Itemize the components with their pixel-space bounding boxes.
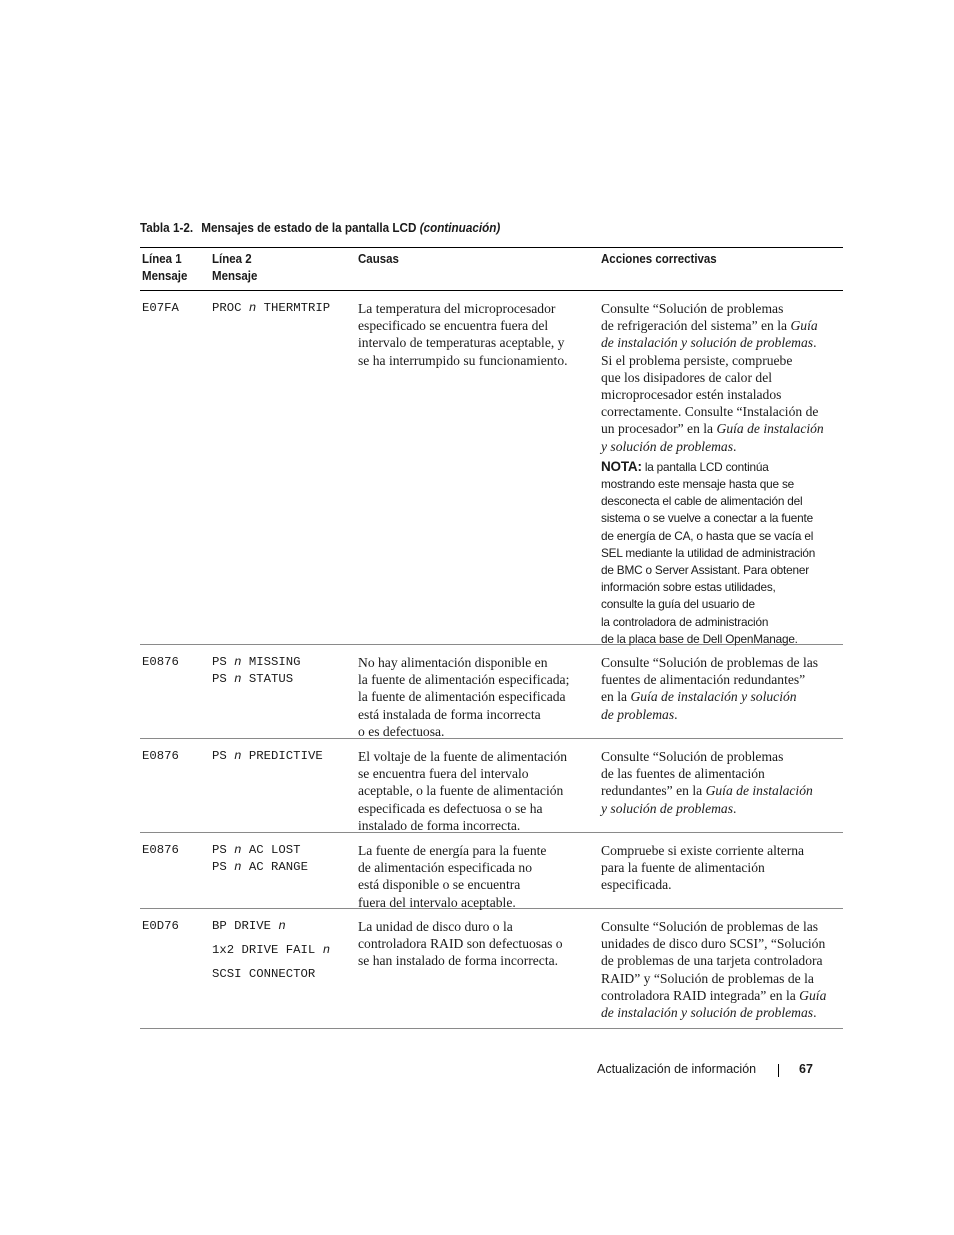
- note-line: de BMC o Server Assistant. Para obtener: [601, 563, 809, 578]
- actions-line: RAID” y “Solución de problemas de la: [601, 970, 814, 986]
- causes-line: se han instalado de forma incorrecta.: [358, 953, 559, 969]
- actions-line: de problemas de una tarjeta controladora: [601, 953, 823, 969]
- actions-line: en la Guía de instalación y solución: [601, 689, 797, 705]
- actions-line: de problemas.: [601, 706, 678, 722]
- line2-message-line: PS n AC LOST: [212, 843, 301, 857]
- table-continued: (continuación): [419, 220, 501, 235]
- note-block: [601, 458, 841, 648]
- line2-message-line: PS n PREDICTIVE: [212, 749, 323, 763]
- line1-code: E07FA: [142, 301, 179, 315]
- actions-text: [599, 291, 843, 644]
- actions-line: redundantes” en la Guía de instalación: [601, 783, 813, 799]
- actions-line: de instalación y solución de problemas.: [601, 335, 817, 351]
- line2-message-line: PS n STATUS: [212, 672, 294, 686]
- line1-code: E0D76: [142, 919, 179, 933]
- note-line: sistema o se vuelve a conectar a la fuente: [601, 511, 813, 526]
- table-number: Tabla 1-2.: [140, 220, 194, 235]
- note-line: NOTA: la pantalla LCD continúa: [601, 458, 769, 474]
- header-actions: Acciones correctivas: [601, 252, 717, 266]
- causes-line: El voltaje de la fuente de alimentación: [358, 749, 568, 764]
- actions-line: controladora RAID integrada” en la Guía: [601, 987, 827, 1003]
- lcd-status-table: [140, 247, 843, 1029]
- line2-message-line: SCSI CONNECTOR: [212, 967, 316, 981]
- actions-text: [599, 833, 843, 908]
- page-number: 67: [799, 1062, 813, 1076]
- actions-line: un procesador” en la Guía de instalación: [601, 421, 824, 437]
- note-line: SEL mediante la utilidad de administración: [601, 545, 816, 560]
- causes-line: fuera del intervalo aceptable.: [358, 894, 516, 910]
- actions-line: Consulte “Solución de problemas: [601, 301, 784, 316]
- causes-line: está disponible o se encuentra: [358, 877, 521, 893]
- line1-code: E0876: [142, 843, 179, 857]
- actions-line: y solución de problemas.: [601, 438, 737, 454]
- causes-line: de alimentación especificada no: [358, 860, 532, 876]
- line2-message-line: PS n MISSING: [212, 655, 301, 669]
- table-header-row: [140, 248, 843, 291]
- line2-message-line: PS n AC RANGE: [212, 860, 308, 874]
- note-line: la controladora de administración: [601, 614, 769, 629]
- actions-line: de las fuentes de alimentación: [601, 766, 765, 782]
- table-row: [140, 739, 843, 833]
- actions-line: y solución de problemas.: [601, 800, 737, 816]
- note-line: información sobre estas utilidades,: [601, 580, 776, 595]
- causes-line: La temperatura del microprocesador: [358, 301, 556, 316]
- page-footer: [597, 1062, 813, 1076]
- table-row: [140, 909, 843, 1029]
- table-row: [140, 833, 843, 909]
- actions-line: unidades de disco duro SCSI”, “Solución: [601, 936, 826, 952]
- causes-text: [356, 645, 599, 738]
- causes-text: [356, 739, 599, 832]
- actions-line: Consulte “Solución de problemas: [601, 749, 784, 764]
- actions-line: de instalación y solución de problemas.: [601, 1005, 817, 1021]
- note-label: NOTA:: [601, 458, 642, 474]
- line2-message: [210, 291, 356, 644]
- causes-line: No hay alimentación disponible en: [358, 655, 548, 670]
- causes-text: [356, 909, 599, 1028]
- causes-text: [356, 291, 599, 644]
- table-body: [140, 291, 843, 1029]
- causes-line: o es defectuosa.: [358, 723, 445, 739]
- causes-line: se ha interrumpido su funcionamiento.: [358, 352, 568, 368]
- causes-line: se encuentra fuera del intervalo: [358, 766, 529, 782]
- line1-code: E0876: [142, 655, 179, 669]
- table-row: [140, 291, 843, 645]
- actions-line: Consulte “Solución de problemas de las: [601, 919, 819, 934]
- actions-line: fuentes de alimentación redundantes”: [601, 672, 806, 688]
- footer-divider: [778, 1064, 779, 1077]
- causes-line: La unidad de disco duro o la: [358, 919, 513, 934]
- causes-line: especificado se encuentra fuera del: [358, 318, 549, 334]
- actions-line: Si el problema persiste, compruebe: [601, 352, 793, 368]
- table-caption: [140, 220, 500, 235]
- line2-message-line: PROC n THERMTRIP: [212, 301, 331, 315]
- causes-line: la fuente de alimentación especificada;: [358, 672, 570, 688]
- line2-message: [210, 909, 356, 1028]
- note-line: de la placa base de Dell OpenManage.: [601, 631, 798, 646]
- causes-line: la fuente de alimentación especificada: [358, 689, 566, 705]
- causes-line: aceptable, o la fuente de alimentación: [358, 783, 564, 799]
- actions-line: microprocesador estén instalados: [601, 387, 782, 403]
- causes-line: La fuente de energía para la fuente: [358, 843, 547, 858]
- header-line1: Línea 1 Mensaje: [142, 252, 188, 283]
- table-title: Mensajes de estado de la pantalla LCD: [201, 220, 417, 235]
- note-line: consulte la guía del usuario de: [601, 597, 755, 612]
- header-causes: Causas: [358, 252, 399, 266]
- causes-line: especificada es defectuosa o se ha: [358, 800, 543, 816]
- actions-line: para la fuente de alimentación: [601, 860, 765, 876]
- note-line: de energía de CA, o hasta que se vacía el: [601, 528, 814, 543]
- note-line: mostrando este mensaje hasta que se: [601, 477, 795, 492]
- actions-text: [599, 909, 843, 1028]
- actions-text: [599, 739, 843, 832]
- actions-text: [599, 645, 843, 738]
- actions-line: de refrigeración del sistema” en la Guía: [601, 318, 818, 334]
- causes-line: instalado de forma incorrecta.: [358, 817, 521, 833]
- actions-line: Consulte “Solución de problemas de las: [601, 655, 819, 670]
- actions-line: especificada.: [601, 877, 672, 893]
- causes-line: intervalo de temperaturas aceptable, y: [358, 335, 565, 351]
- line2-message: [210, 645, 356, 738]
- actions-line: Compruebe si existe corriente alterna: [601, 843, 805, 858]
- header-line2: Línea 2 Mensaje: [212, 252, 258, 283]
- line2-message: [210, 833, 356, 908]
- causes-text: [356, 833, 599, 908]
- line1-code: E0876: [142, 749, 179, 763]
- line2-message: [210, 739, 356, 832]
- line2-message-line: 1x2 DRIVE FAIL n: [212, 943, 331, 957]
- causes-line: controladora RAID son defectuosas o: [358, 936, 563, 952]
- table-row: [140, 645, 843, 739]
- causes-line: está instalada de forma incorrecta: [358, 706, 541, 722]
- actions-line: que los disipadores de calor del: [601, 369, 773, 385]
- note-line: desconecta el cable de alimentación del: [601, 494, 803, 509]
- actions-line: correctamente. Consulte “Instalación de: [601, 404, 819, 420]
- footer-section: Actualización de información: [597, 1062, 757, 1076]
- line2-message-line: BP DRIVE n: [212, 919, 286, 933]
